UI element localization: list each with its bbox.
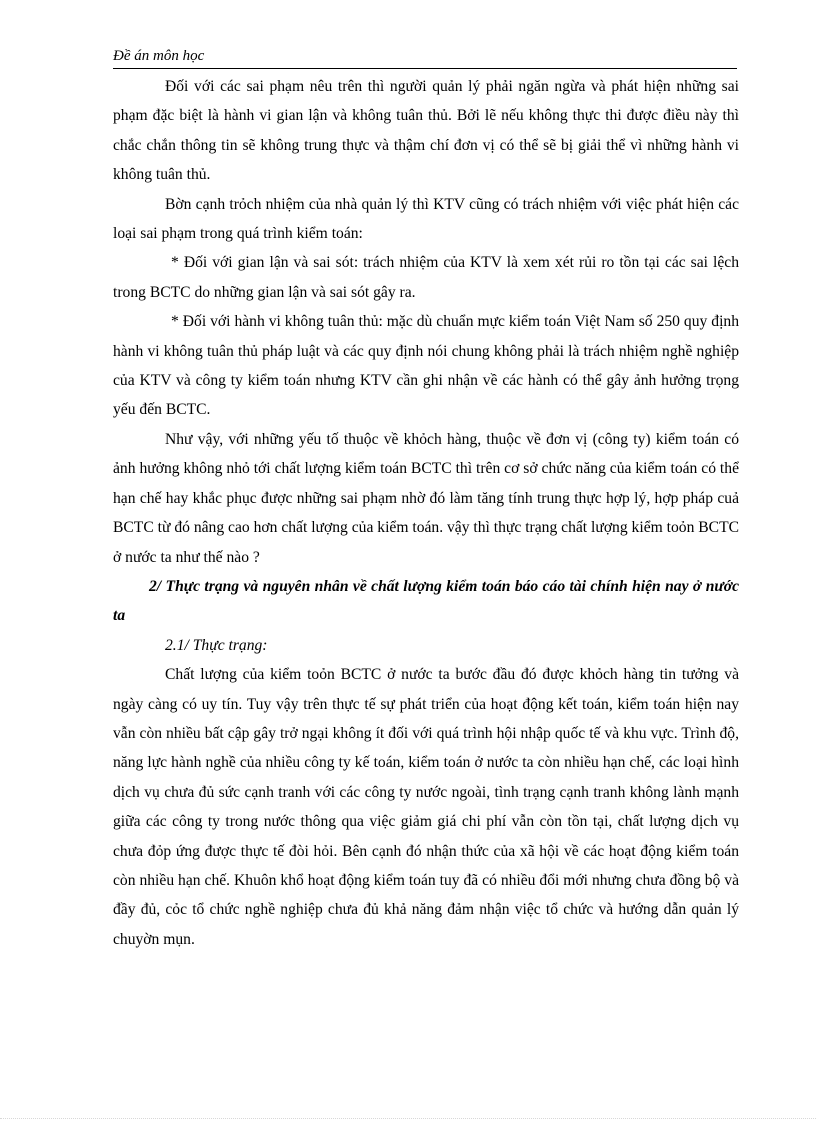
paragraph-current-state: Chất lượng của kiểm toỏn BCTC ở nước ta bước đầu đó được khỏch hàng tin tưởng và ngày càng có uy tín. Tuy vậy trên thực tế sự phát triển của hoạt động kết toán, kiểm toán hiện nay vẫn còn nhiều bất cập gây trở ngại không ít đối với quá trình hội nhập quốc tế và khu vực. Trình độ, năng lực hành nghề của nhiều công ty kế toán, kiểm toán ở nước ta còn nhiều hạn chế, các loại hình dịch vụ chưa đủ sức cạnh tranh với các công ty nước ngoài, tình trạng cạnh tranh không lành mạnh giữa các công ty trong nước thông qua việc giảm giá chi phí vẫn còn tồn tại, chất lượng dịch vụ chưa đỏp ứng được thực tế đòi hỏi. Bên cạnh đó nhận thức của xã hội về các hoạt động kiểm toán còn nhiều hạn chế. Khuôn khổ hoạt động kiểm toán tuy đã có nhiều đổi mới nhưng chưa đồng bộ và đầy đủ, cỏc tổ chức nghề nghiệp chưa đủ khả năng đảm nhận việc tổ chức và hướng dẫn quản lý chuyờn mụn. — [113, 666, 739, 948]
subsection-heading: 2.1/ Thực trạng: — [165, 636, 268, 654]
page-bottom-edge — [0, 1118, 816, 1119]
document-body — [113, 72, 739, 954]
page-header — [113, 46, 737, 69]
bullet-non-compliance: * Đối với hành vi không tuân thủ: mặc dù chuẩn mực kiểm toán Việt Nam số 250 quy định hành vi không tuân thủ pháp luật và các quy định nói chung không phải là trách nhiệm nghề nghiệp của KTV và công ty kiểm toán nhưng KTV cần ghi nhận về các hành có thể gây ảnh hưởng trọng yếu đến BCTC. — [113, 313, 739, 419]
paragraph-conclusion: Như vậy, với những yếu tố thuộc về khỏch hàng, thuộc về đơn vị (công ty) kiểm toán có ảnh hưởng không nhỏ tới chất lượng kiểm toán BCTC thì trên cơ sở chức năng của kiểm toán có thể hạn chế hay khắc phục được những sai phạm nhờ đó làm tăng tính trung thực hợp lý, hợp pháp cuả BCTC từ đó nâng cao hơn chất lượng của kiểm toán. vậy thì thực trạng chất lượng kiểm toỏn BCTC ở nước ta như thế nào ? — [113, 430, 739, 566]
bullet-fraud-error: * Đối với gian lận và sai sót: trách nhiệm của KTV là xem xét rủi ro tồn tại các sai lệch trong BCTC do những gian lận và sai sót gây ra. — [113, 254, 739, 301]
header-title: Đề án môn học — [113, 48, 205, 64]
paragraph-auditor-responsibility: Bờn cạnh trỏch nhiệm của nhà quản lý thì KTV cũng có trách nhiệm với việc phát hiện các loại sai phạm trong quá trình kiểm toán: — [113, 195, 739, 243]
section-heading: 2/ Thực trạng và nguyên nhân về chất lượng kiểm toán báo cáo tài chính hiện nay ở nước ta — [113, 577, 739, 625]
paragraph-prevention: Đối với các sai phạm nêu trên thì người quản lý phải ngăn ngừa và phát hiện những sai phạm đặc biệt là hành vi gian lận và không tuân thủ. Bởi lẽ nếu không thực thi được điều này thì chắc chắn thông tin sẽ không trung thực và thậm chí đơn vị có thể sẽ bị giải thể vì những hành vi không tuân thủ. — [113, 78, 739, 184]
